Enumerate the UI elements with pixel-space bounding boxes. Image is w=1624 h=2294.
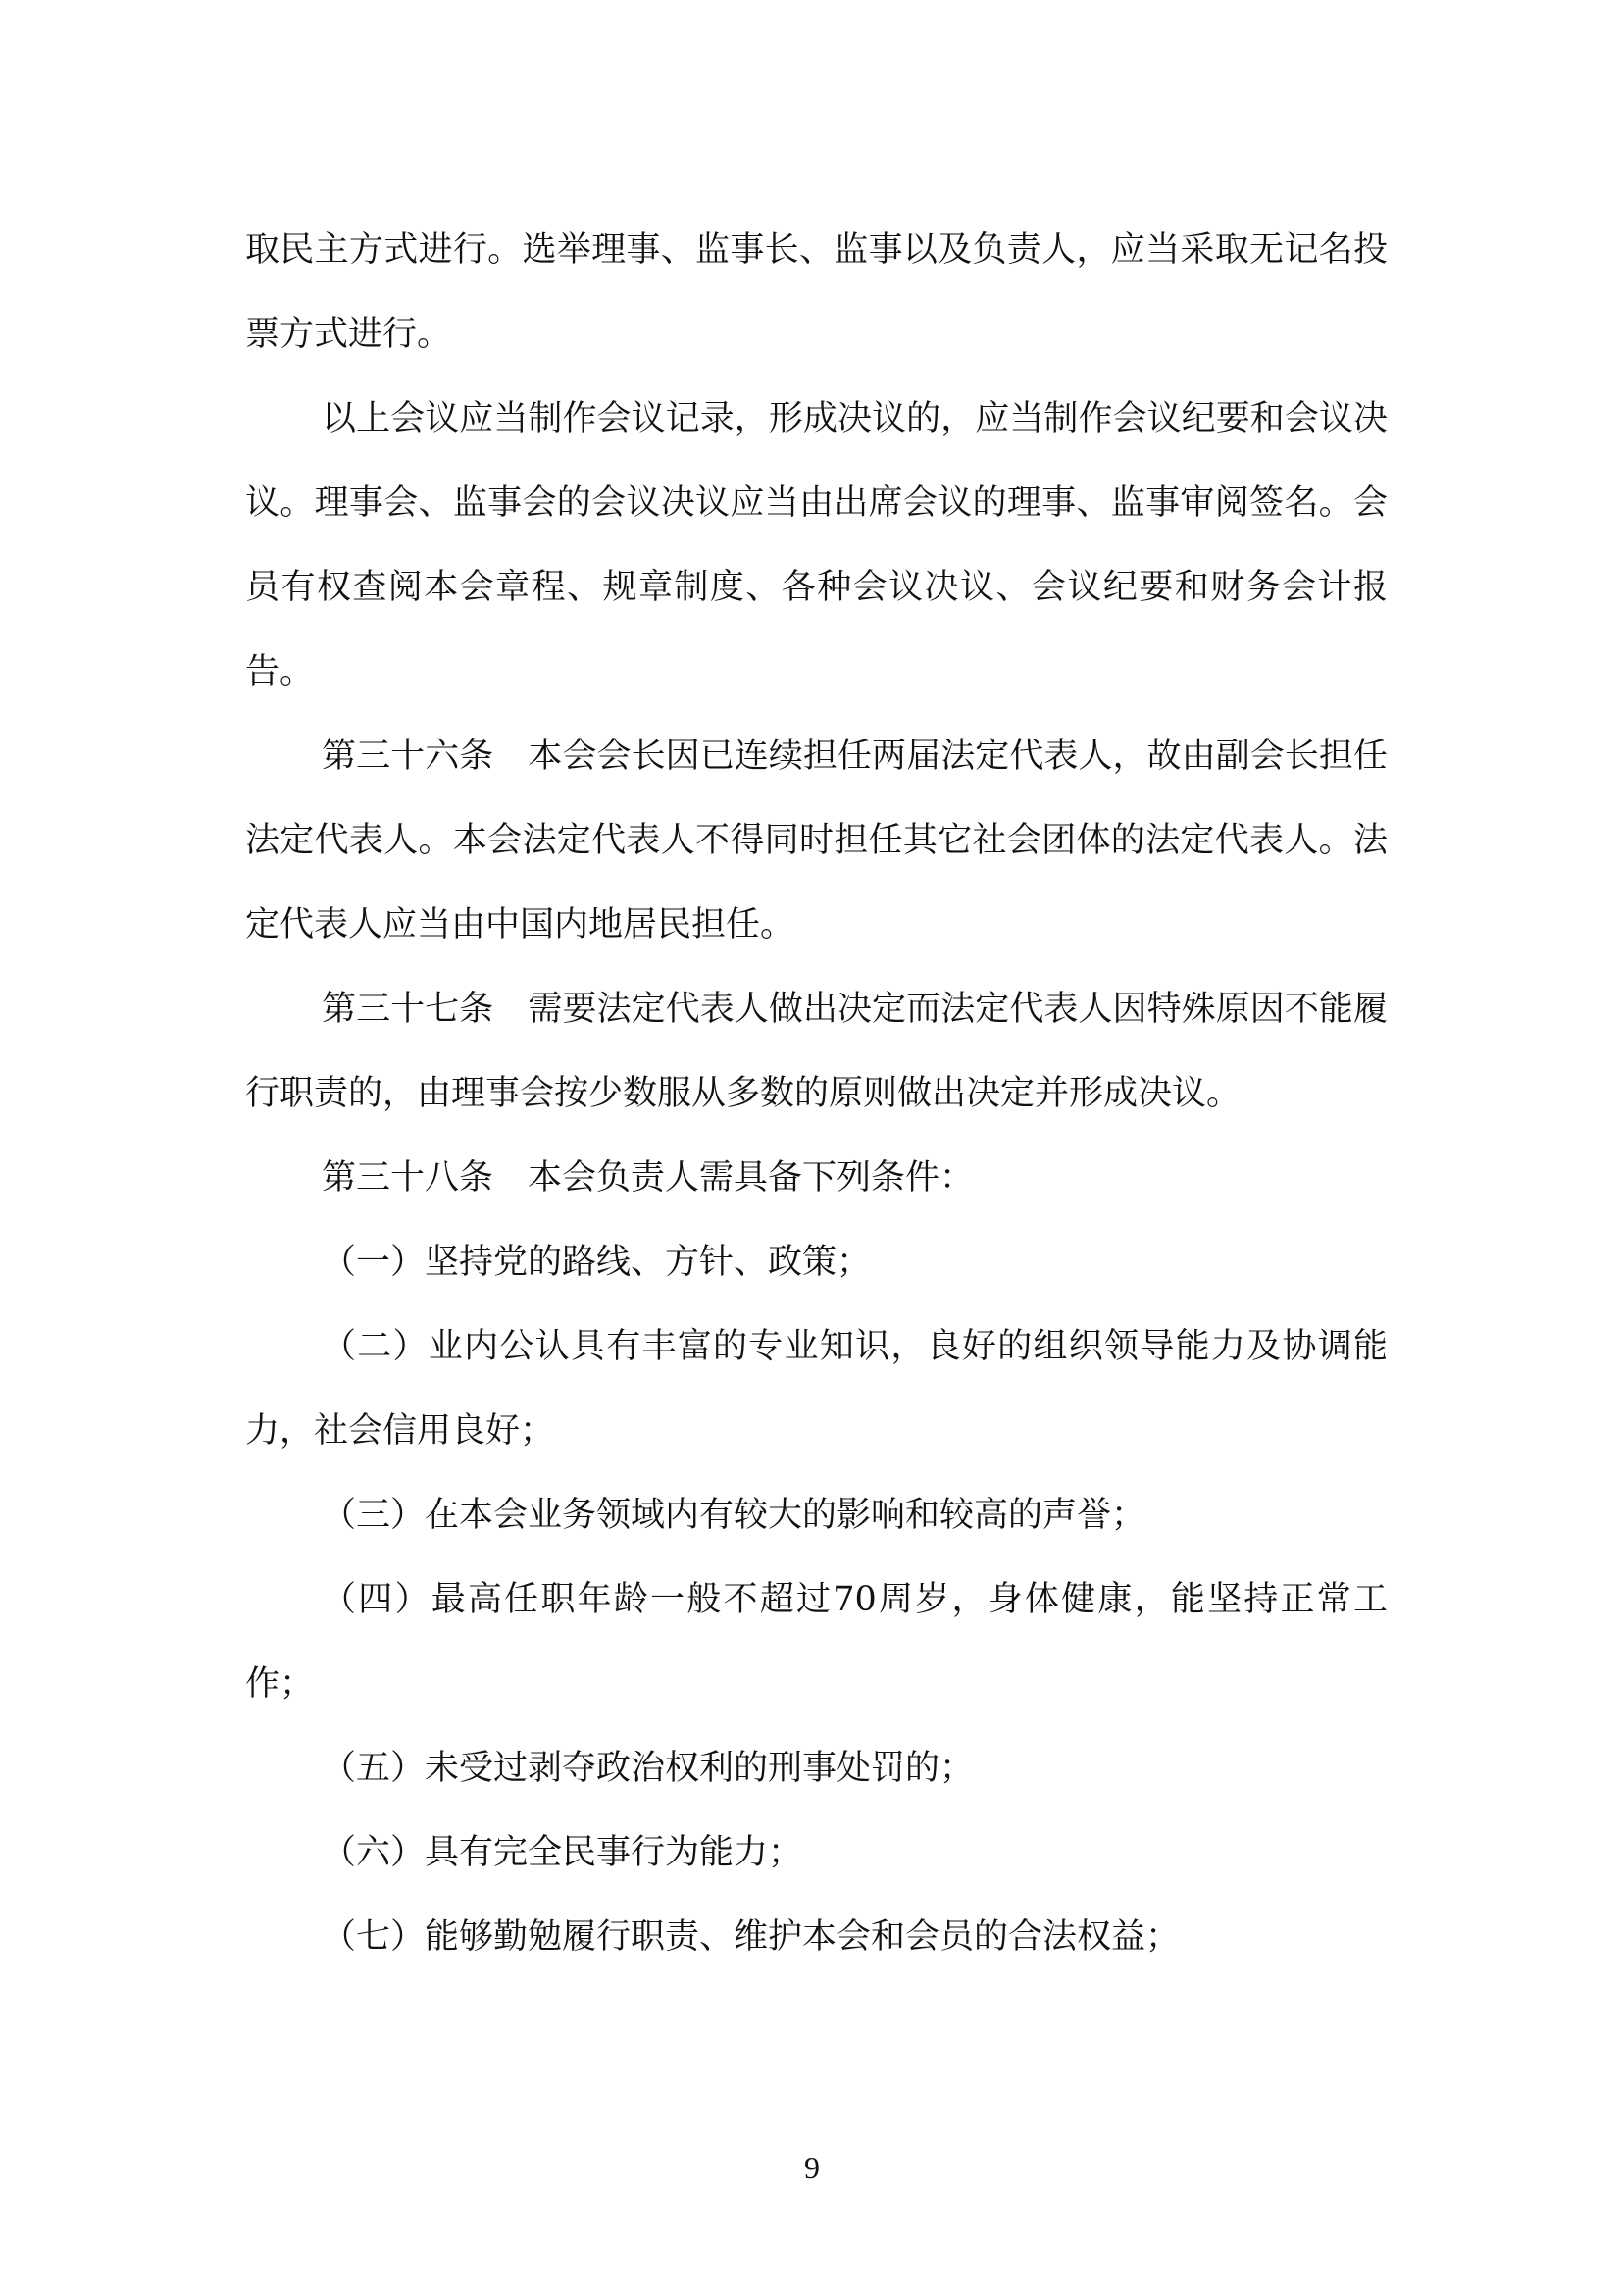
article-38: 第三十八条 本会负责人需具备下列条件：	[322, 1158, 975, 1198]
paragraph-meeting-records: 以上会议应当制作会议记录，形成决议的，应当制作会议纪要和会议决议。理事会、监事会的会议决议应当由出席会议的理事、监事审阅签名。会员有权查阅本会章程、规章制度、各种会议决议、会议纪要和财务会计报告。	[245, 399, 1388, 691]
page-number: 9	[804, 2150, 820, 2185]
condition-5: （五）未受过剥夺政治权利的刑事处罚的；	[322, 1749, 975, 1788]
article-36: 第三十六条 本会会长因已连续担任两届法定代表人，故由副会长担任法定代表人。本会法定代表人不得同时担任其它社会团体的法定代表人。法定代表人应当由中国内地居民担任。	[245, 737, 1388, 944]
condition-7: （七）能够勤勉履行职责、维护本会和会员的合法权益；	[322, 1917, 1181, 1957]
condition-3: （三）在本会业务领域内有较大的影响和较高的声誉；	[322, 1496, 1146, 1535]
paragraph-continuation: 取民主方式进行。选举理事、监事长、监事以及负责人，应当采取无记名投票方式进行。	[245, 230, 1388, 354]
condition-4: （四）最高任职年龄一般不超过70周岁，身体健康，能坚持正常工作；	[245, 1580, 1388, 1704]
condition-1: （一）坚持党的路线、方针、政策；	[322, 1243, 872, 1282]
article-37: 第三十七条 需要法定代表人做出决定而法定代表人因特殊原因不能履行职责的，由理事会按少数服从多数的原则做出决定并形成决议。	[245, 990, 1388, 1113]
body-text	[245, 208, 1388, 1979]
condition-2: （二）业内公认具有丰富的专业知识，良好的组织领导能力及协调能力，社会信用良好；	[245, 1327, 1388, 1451]
condition-6: （六）具有完全民事行为能力；	[322, 1833, 803, 1872]
